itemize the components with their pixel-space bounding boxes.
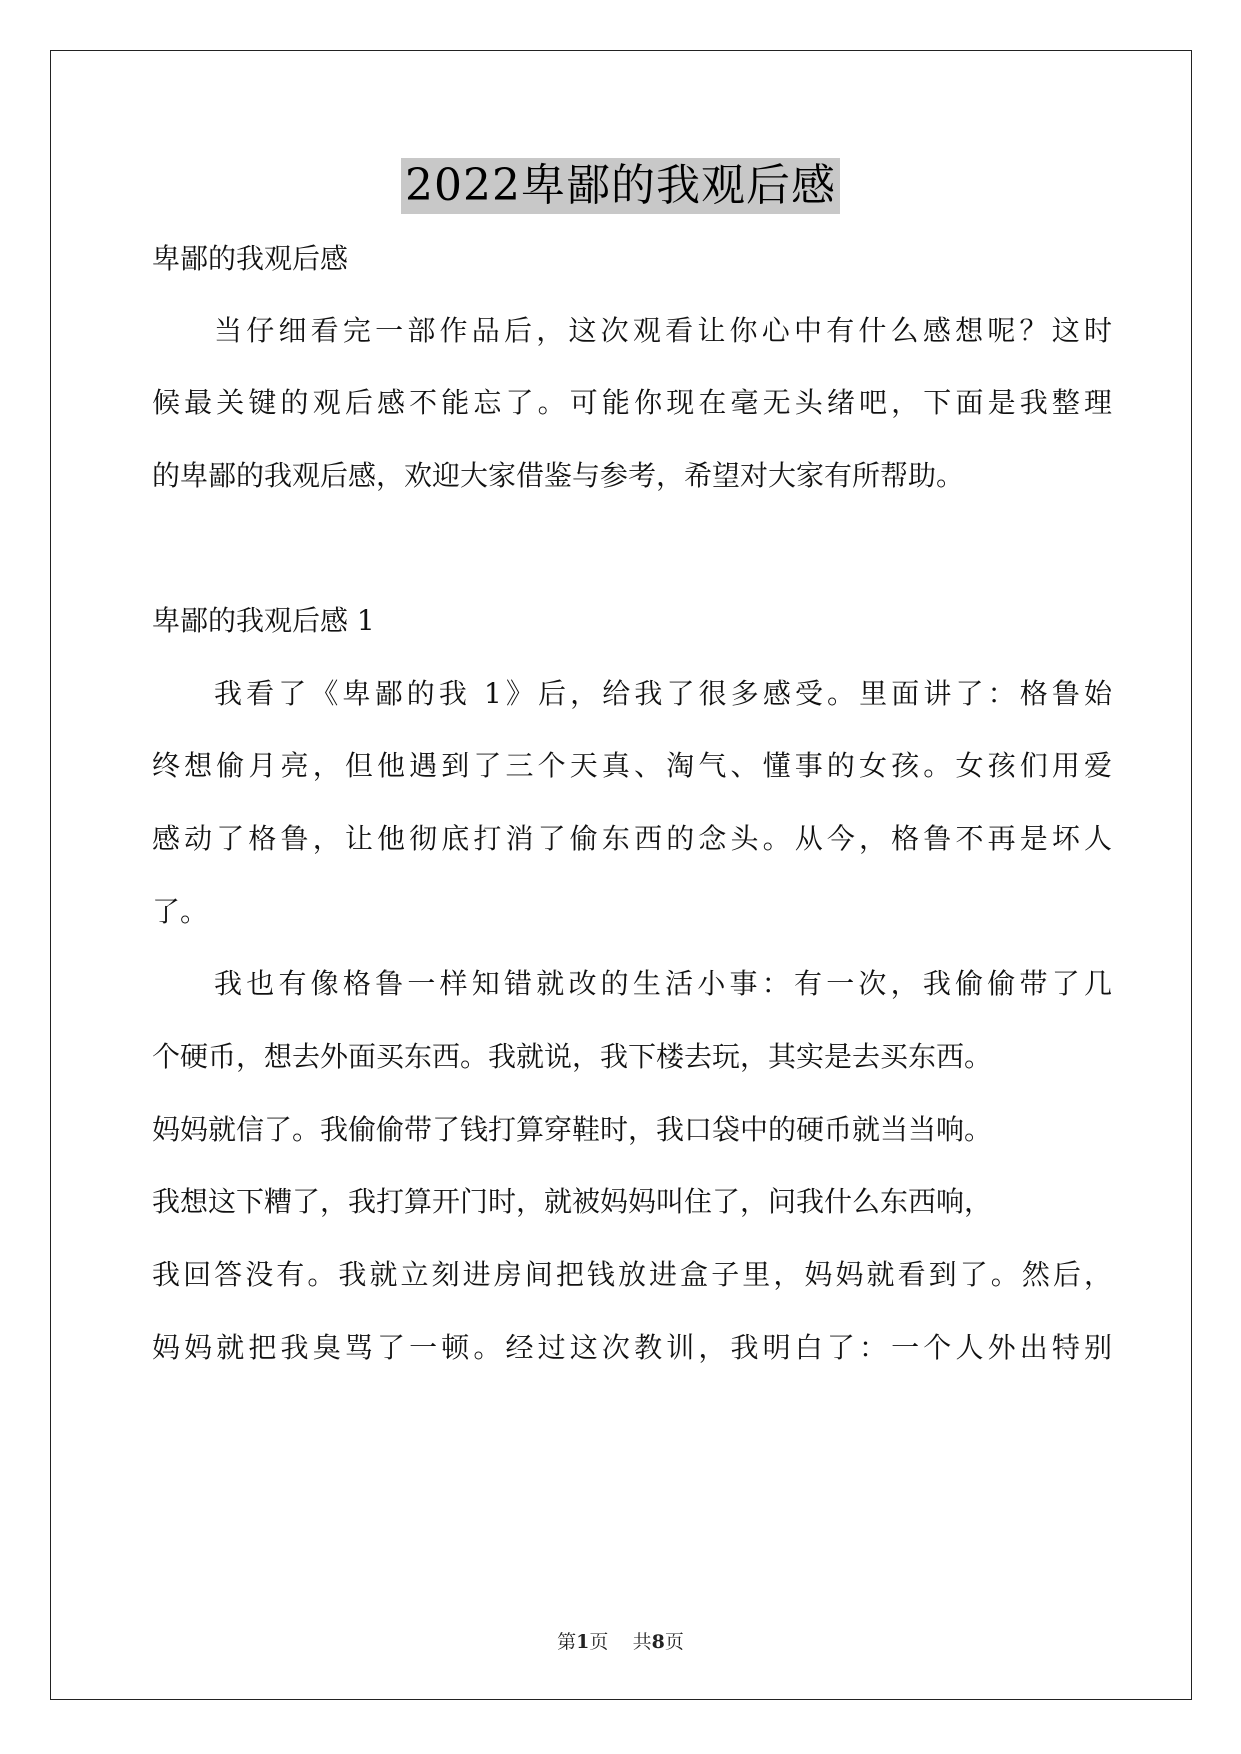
document-title: 2022卑鄙的我观后感 <box>401 158 840 214</box>
para2-line-1: 我也有像格鲁一样知错就改的生活小事：有一次，我偷偷带了几 <box>214 967 1112 1000</box>
footer-total-pages: 8 <box>651 1631 665 1653</box>
title-container <box>0 158 1241 214</box>
para1-line-3: 感动了格鲁，让他彻底打消了偷东西的念头。从今，格鲁不再是坏人 <box>152 822 1112 855</box>
footer-page-suffix: 页 <box>589 1631 609 1653</box>
intro-line-3: 的卑鄙的我观后感，欢迎大家借鉴与参考，希望对大家有所帮助。 <box>152 459 965 492</box>
para1-line-4: 了。 <box>152 895 209 928</box>
page-footer <box>0 1631 1241 1653</box>
para1-line-2: 终想偷月亮，但他遇到了三个天真、淘气、懂事的女孩。女孩们用爱 <box>152 749 1112 782</box>
footer-total-prefix: 共 <box>632 1631 652 1653</box>
para2-line-5: 我回答没有。我就立刻进房间把钱放进盒子里，妈妈就看到了。然后， <box>152 1258 1112 1291</box>
intro-line-2: 候最关键的观后感不能忘了。可能你现在毫无头绪吧，下面是我整理 <box>152 386 1112 419</box>
footer-prefix: 第 <box>557 1631 577 1653</box>
para1-line-1: 我看了《卑鄙的我 1》后，给我了很多感受。里面讲了：格鲁始 <box>214 677 1112 710</box>
para2-line-3: 妈妈就信了。我偷偷带了钱打算穿鞋时，我口袋中的硬币就当当响。 <box>152 1113 993 1146</box>
para2-line-4: 我想这下糟了，我打算开门时，就被妈妈叫住了，问我什么东西响， <box>152 1185 993 1218</box>
page-border <box>50 50 1192 1700</box>
footer-page-number: 1 <box>576 1631 590 1653</box>
intro-line-1: 当仔细看完一部作品后，这次观看让你心中有什么感想呢？这时 <box>214 314 1112 347</box>
section-heading: 卑鄙的我观后感 <box>152 242 349 275</box>
para2-line-6: 妈妈就把我臭骂了一顿。经过这次教训，我明白了：一个人外出特别 <box>152 1331 1112 1364</box>
section-heading-1: 卑鄙的我观后感 1 <box>152 604 375 637</box>
para2-line-2: 个硬币，想去外面买东西。我就说，我下楼去玩，其实是去买东西。 <box>152 1040 993 1073</box>
footer-total-suffix: 页 <box>664 1631 684 1653</box>
